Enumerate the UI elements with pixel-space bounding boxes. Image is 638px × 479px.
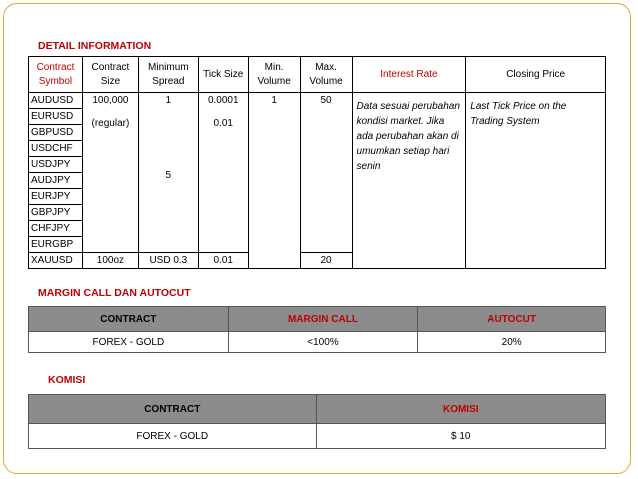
xau-maxvol: 20 bbox=[300, 253, 352, 269]
interest-text: Data sesuai perubahan kondisi market. Jika ada perubahan akan di umumkan setiap hari senin bbox=[352, 93, 466, 269]
detail-table bbox=[28, 56, 606, 269]
header-tick: Tick Size bbox=[198, 57, 248, 93]
header-interest: Interest Rate bbox=[352, 57, 466, 93]
margin-table bbox=[28, 306, 606, 353]
symbol-cell: USDCHF bbox=[29, 141, 83, 157]
maxvol-top: 50 bbox=[320, 95, 332, 106]
symbol-cell-xauusd: XAUUSD bbox=[29, 253, 83, 269]
header-maxvol: Max. Volume bbox=[300, 57, 352, 93]
margin-header-margincall: MARGIN CALL bbox=[228, 307, 418, 332]
spread-cell bbox=[138, 93, 198, 253]
xau-spread: USD 0.3 bbox=[138, 253, 198, 269]
margin-header-autocut: AUTOCUT bbox=[418, 307, 606, 332]
tick-sub: 0.01 bbox=[213, 118, 233, 129]
header-size: Contract Size bbox=[82, 57, 138, 93]
maxvol-cell bbox=[300, 93, 352, 253]
margin-contract: FOREX - GOLD bbox=[29, 332, 229, 353]
margin-autocut-value: 20% bbox=[418, 332, 606, 353]
size-top: 100,000 bbox=[92, 95, 129, 106]
tick-cell bbox=[198, 93, 248, 253]
symbol-cell: AUDUSD bbox=[29, 93, 83, 109]
spread-mid: 5 bbox=[165, 170, 172, 181]
header-minvol: Min. Volume bbox=[248, 57, 300, 93]
symbol-cell: EURUSD bbox=[29, 109, 83, 125]
symbol-cell: CHFJPY bbox=[29, 221, 83, 237]
symbol-cell: EURJPY bbox=[29, 189, 83, 205]
symbol-cell: GBPUSD bbox=[29, 125, 83, 141]
header-symbol: Contract Symbol bbox=[29, 57, 83, 93]
komisi-title: KOMISI bbox=[48, 374, 86, 386]
symbol-cell: USDJPY bbox=[29, 157, 83, 173]
komisi-contract: FOREX - GOLD bbox=[29, 424, 317, 449]
spread-top: 1 bbox=[165, 95, 172, 106]
margin-title: MARGIN CALL DAN AUTOCUT bbox=[38, 287, 191, 299]
size-cell bbox=[82, 93, 138, 253]
symbol-cell: GBPJPY bbox=[29, 205, 83, 221]
size-sub: (regular) bbox=[91, 118, 130, 129]
symbol-cell: AUDJPY bbox=[29, 173, 83, 189]
margin-callvalue: <100% bbox=[228, 332, 418, 353]
komisi-header-komisi: KOMISI bbox=[316, 395, 605, 424]
closing-text: Last Tick Price on the Trading System bbox=[466, 93, 606, 269]
xau-size: 100oz bbox=[82, 253, 138, 269]
margin-header-contract: CONTRACT bbox=[29, 307, 229, 332]
symbol-cell: EURGBP bbox=[29, 237, 83, 253]
komisi-value: $ 10 bbox=[316, 424, 605, 449]
komisi-table bbox=[28, 394, 606, 449]
minvol-value: 1 bbox=[271, 95, 277, 106]
tick-top: 0.0001 bbox=[207, 95, 239, 106]
minvol-cell bbox=[248, 93, 300, 269]
xau-tick: 0.01 bbox=[198, 253, 248, 269]
detail-title: DETAIL INFORMATION bbox=[38, 40, 152, 52]
header-spread: Minimum Spread bbox=[138, 57, 198, 93]
header-closing: Closing Price bbox=[466, 57, 606, 93]
komisi-header-contract: CONTRACT bbox=[29, 395, 317, 424]
